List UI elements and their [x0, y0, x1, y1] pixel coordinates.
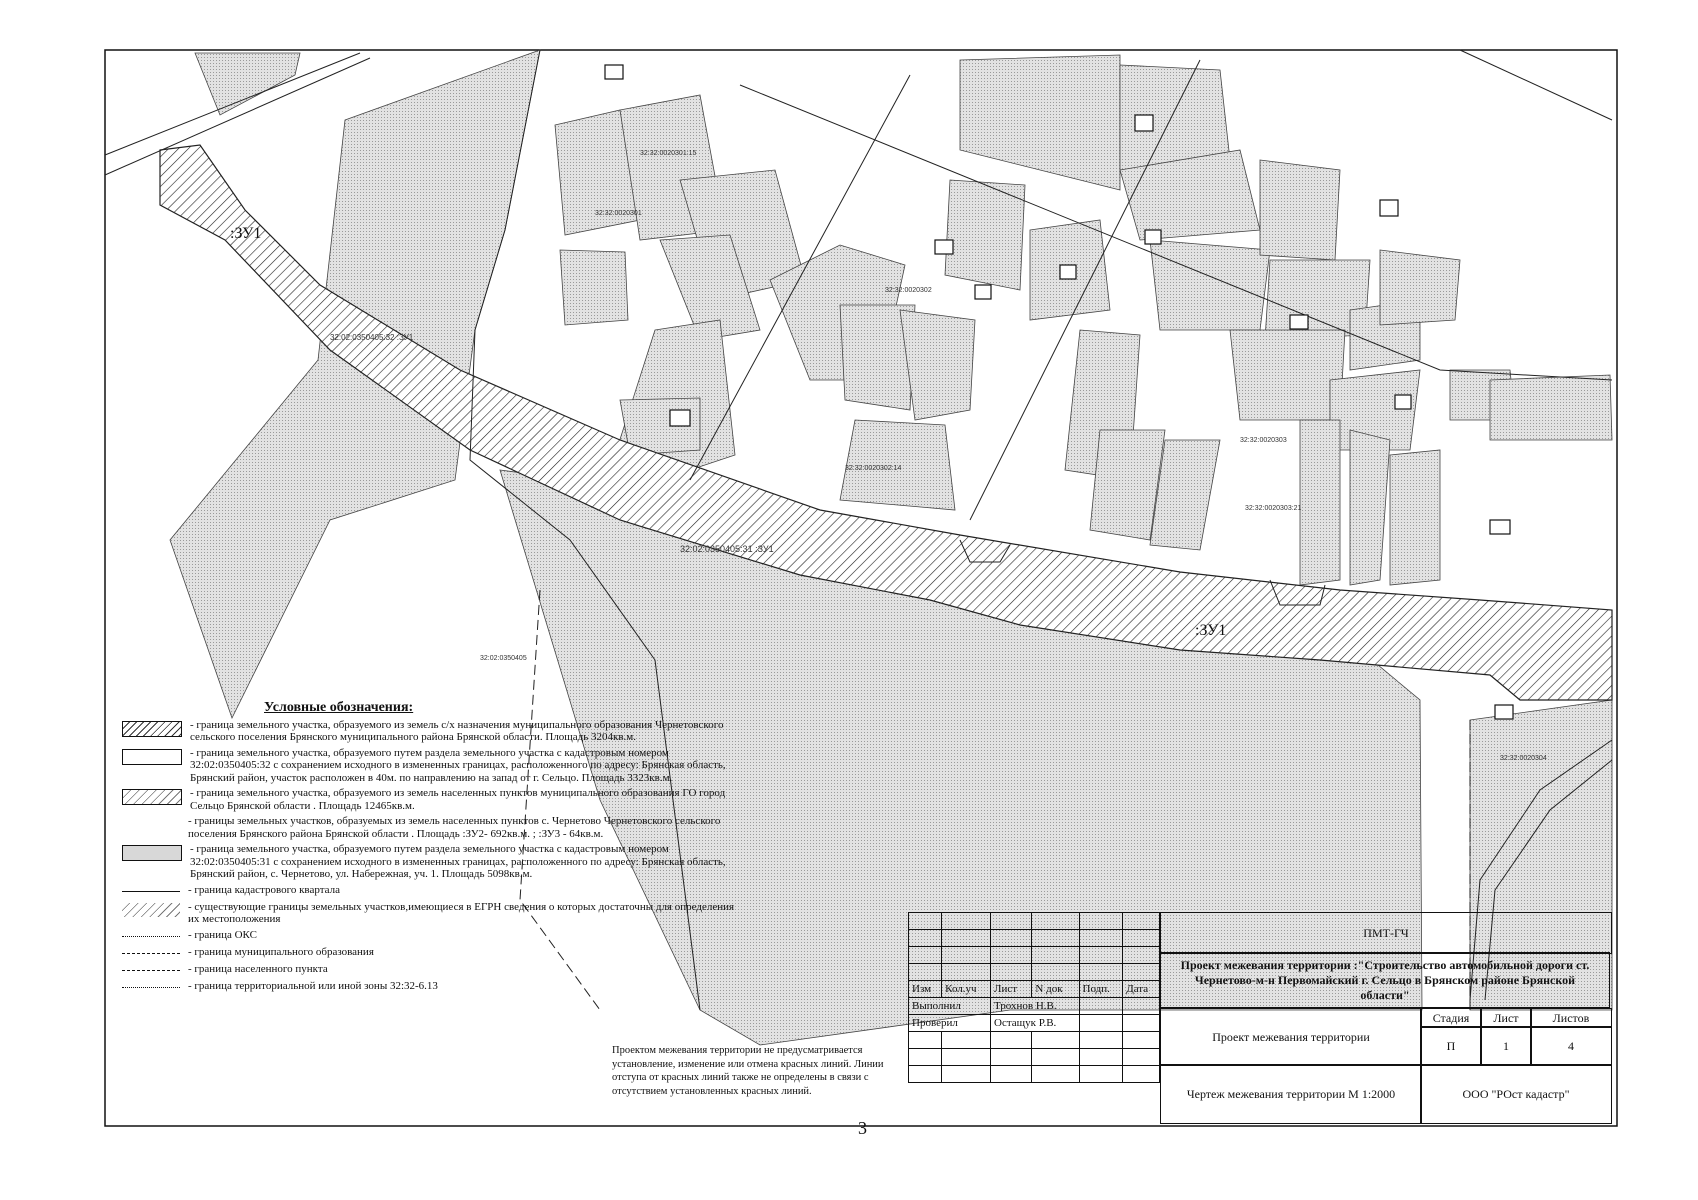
- parcel-label: 32:32:0020301:15: [640, 150, 697, 157]
- legend-item: - границы земельных участков, образуемых из земель населенных пунктов с. Чернетово Чернетовского сельского поселения Брянского района Брянской области . Площадь :ЗУ2- 692кв.м. ; :ЗУ3 - 64кв.м.: [188, 815, 721, 840]
- name-cell: Трохнов Н.В.: [991, 998, 1080, 1015]
- sheet-header: Лист: [1480, 1008, 1532, 1028]
- legend-swatch: [122, 789, 182, 805]
- legend-item: - существующие границы земельных участков,имеющиеся в ЕГРН сведения о которых достаточны для определения их местоположения: [122, 901, 742, 926]
- legend-swatch: [122, 721, 182, 737]
- legend-item: - граница земельного участка, образуемого из земель с/х назначения муниципального образования Чернетовского сельского поселения Брянского муниципального района Брянской области. Площадь 3204кв.м.: [122, 719, 742, 744]
- legend-item: - граница земельного участка, образуемого из земель населенных пунктов муниципального образования ГО город Сельцо Брянской области . Площадь 12465кв.м.: [122, 787, 742, 812]
- sheets-header: Листов: [1530, 1008, 1612, 1028]
- legend-line: [122, 884, 180, 898]
- quarter-label: 32:32:0020304: [1500, 755, 1547, 762]
- map-legend: [122, 702, 742, 997]
- zone-label-zu1: :ЗУ1: [230, 225, 262, 242]
- project-title: Проект межевания территории :"Строительство автомобильной дороги ст. Чернетово-м-н Первомайский г. Сельцо в Брянском районе Брянской области": [1160, 952, 1610, 1008]
- legend-line: [122, 929, 180, 943]
- quarter-label: 32:02:0350405: [480, 655, 527, 662]
- header-cell: Кол.уч: [942, 981, 991, 998]
- quarter-label: 32:32:0020301: [595, 210, 642, 217]
- revision-table: [908, 912, 1160, 1083]
- header-cell: Изм: [909, 981, 942, 998]
- header-cell: Подп.: [1079, 981, 1123, 998]
- header-cell: N док: [1032, 981, 1079, 998]
- document-title: Проект межевания территории: [1160, 1008, 1422, 1066]
- sheet-value: 1: [1480, 1026, 1532, 1066]
- legend-swatch: [122, 749, 182, 765]
- quarter-label: 32:32:0020302: [885, 287, 932, 294]
- legend-line: [122, 980, 180, 994]
- cadastral-number-label: 32:02:0350405:32 :ЗУ1: [330, 333, 414, 342]
- legend-item: - граница населенного пункта: [122, 963, 742, 977]
- parcel-label: 32:32:0020303:21: [1245, 505, 1302, 512]
- role-cell: Выполнил: [909, 998, 991, 1015]
- organization: ООО "РОст кадастр": [1420, 1064, 1612, 1124]
- header-cell: Лист: [991, 981, 1032, 998]
- legend-title: Условные обозначения:: [264, 700, 414, 715]
- stage-header: Стадия: [1420, 1008, 1482, 1028]
- name-cell: Остащук Р.В.: [991, 1015, 1080, 1032]
- cadastral-number-label: 32:02:0350405:31 :ЗУ1: [680, 544, 774, 554]
- stage-value: П: [1420, 1026, 1482, 1066]
- legend-item: - граница территориальной или иной зоны 32:32-6.13: [122, 980, 742, 994]
- quarter-label: 32:32:0020303: [1240, 437, 1287, 444]
- legend-item: - граница ОКС: [122, 929, 742, 943]
- legend-item: - граница муниципального образования: [122, 946, 742, 960]
- zone-label-zu1: :ЗУ1: [1195, 622, 1227, 639]
- sheets-value: 4: [1530, 1026, 1612, 1066]
- drawing-code: ПМТ-ГЧ: [1160, 912, 1612, 954]
- red-lines-note: Проектом межевания территории не предусматривается установление, изменение или отмена красных линий. Линии отступа от красных линий также не определены в связи с отсутствием установленных красных линий.: [612, 1045, 884, 1097]
- drawing-title: Чертеж межевания территории М 1:2000: [1160, 1064, 1422, 1124]
- role-cell: Проверил: [909, 1015, 991, 1032]
- page-number: 3: [858, 1118, 867, 1138]
- legend-item: - граница земельного участка, образуемого путем раздела земельного участка с кадастровым номером 32:02:0350405:32 с сохранением исходного в измененных границах, расположенного по адресу: Брянская область, Брянский район, участок расположен в 40м. по направлению на запад от г. Сельцо. Площадь 3323кв.м.: [122, 747, 742, 785]
- legend-line: [122, 946, 180, 960]
- legend-line: [122, 963, 180, 977]
- legend-item: - граница кадастрового квартала: [122, 884, 742, 898]
- header-cell: Дата: [1123, 981, 1160, 998]
- legend-item: - граница земельного участка, образуемого путем раздела земельного участка с кадастровым номером 32:02:0350405:31 с сохранением исходного в измененных границах, расположенного по адресу: Брянская область, Брянский район, с. Чернетово, ул. Набережная, уч. 1. Площадь 5098кв.м.: [122, 843, 742, 881]
- legend-swatch: [122, 845, 182, 861]
- parcel-label: 32:32:0020302:14: [845, 465, 902, 472]
- legend-swatch: [122, 903, 180, 917]
